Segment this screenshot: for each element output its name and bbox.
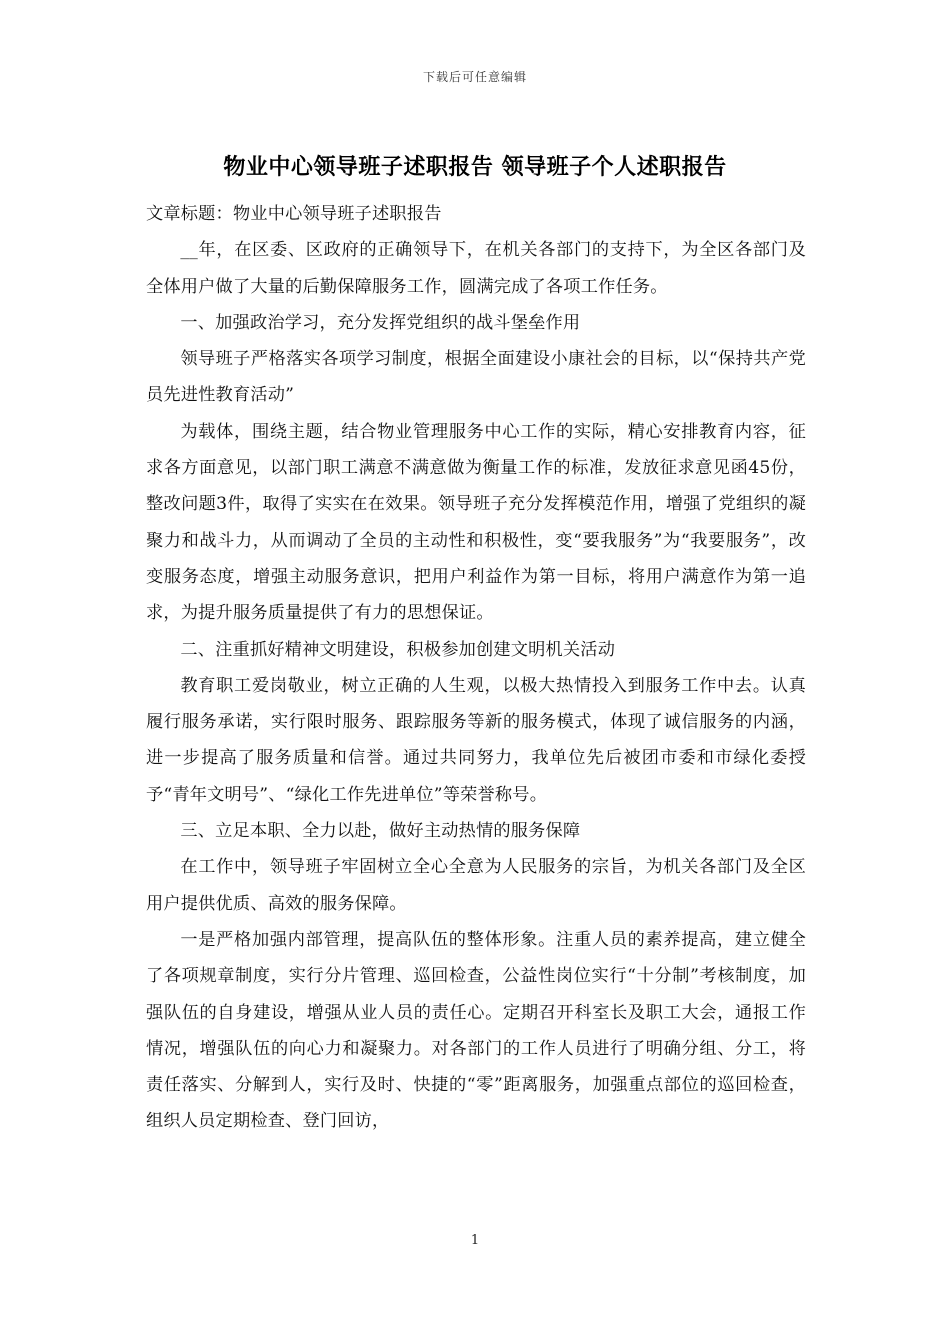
document-body xyxy=(146,196,806,1140)
section-heading-1: 一、加强政治学习，充分发挥党组织的战斗堡垒作用 xyxy=(180,312,581,333)
paragraph: 在工作中，领导班子牢固树立全心全意为人民服务的宗旨，为机关各部门及全区用户提供优质、高效的服务保障。 xyxy=(146,857,806,914)
section-heading-3: 三、立足本职、全力以赴，做好主动热情的服务保障 xyxy=(180,821,581,842)
paragraph: 教育职工爱岗敬业，树立正确的人生观，以极大热情投入到服务工作中去。认真履行服务承诺，实行限时服务、跟踪服务等新的服务模式，体现了诚信服务的内涵，进一步提高了服务质量和信誉。通过共同努力，我单位先后被团市委和市绿化委授予“青年文明号”、“绿化工作先进单位”等荣誉称号。 xyxy=(146,675,806,805)
document-title: 物业中心领导班子述职报告 领导班子个人述职报告 xyxy=(223,154,727,180)
paragraph: 领导班子严格落实各项学习制度，根据全面建设小康社会的目标，以“保持共产党员先进性教育活动” xyxy=(146,349,806,406)
section-heading-2: 二、注重抓好精神文明建设，积极参加创建文明机关活动 xyxy=(180,639,616,660)
paragraph: 为载体，围绕主题，结合物业管理服务中心工作的实际，精心安排教育内容，征求各方面意见，以部门职工满意不满意做为衡量工作的标准，发放征求意见函45份，整改问题3件，取得了实实在在效果。领导班子充分发挥模范作用，增强了党组织的凝聚力和战斗力，从而调动了全员的主动性和积极性，变“要我服务”为“我要服务”，改变服务态度，增强主动服务意识，把用户利益作为第一目标，将用户满意作为第一追求，为提升服务质量提供了有力的思想保证。 xyxy=(146,421,806,624)
article-title-line: 文章标题：物业中心领导班子述职报告 xyxy=(146,204,442,224)
paragraph-intro: __年，在区委、区政府的正确领导下，在机关各部门的支持下，为全区各部门及全体用户做了大量的后勤保障服务工作，圆满完成了各项工作任务。 xyxy=(146,240,806,297)
header-note: 下载后可任意编辑 xyxy=(422,70,527,84)
page-number: 1 xyxy=(470,1233,480,1248)
paragraph: 一是严格加强内部管理，提高队伍的整体形象。注重人员的素养提高，建立健全了各项规章制度，实行分片管理、巡回检查，公益性岗位实行“十分制”考核制度，加强队伍的自身建设，增强从业人员的责任心。定期召开科室长及职工大会，通报工作情况，增强队伍的向心力和凝聚力。对各部门的工作人员进行了明确分组、分工，将责任落实、分解到人，实行及时、快捷的“零”距离服务，加强重点部位的巡回检查，组织人员定期检查、登门回访， xyxy=(146,929,806,1132)
